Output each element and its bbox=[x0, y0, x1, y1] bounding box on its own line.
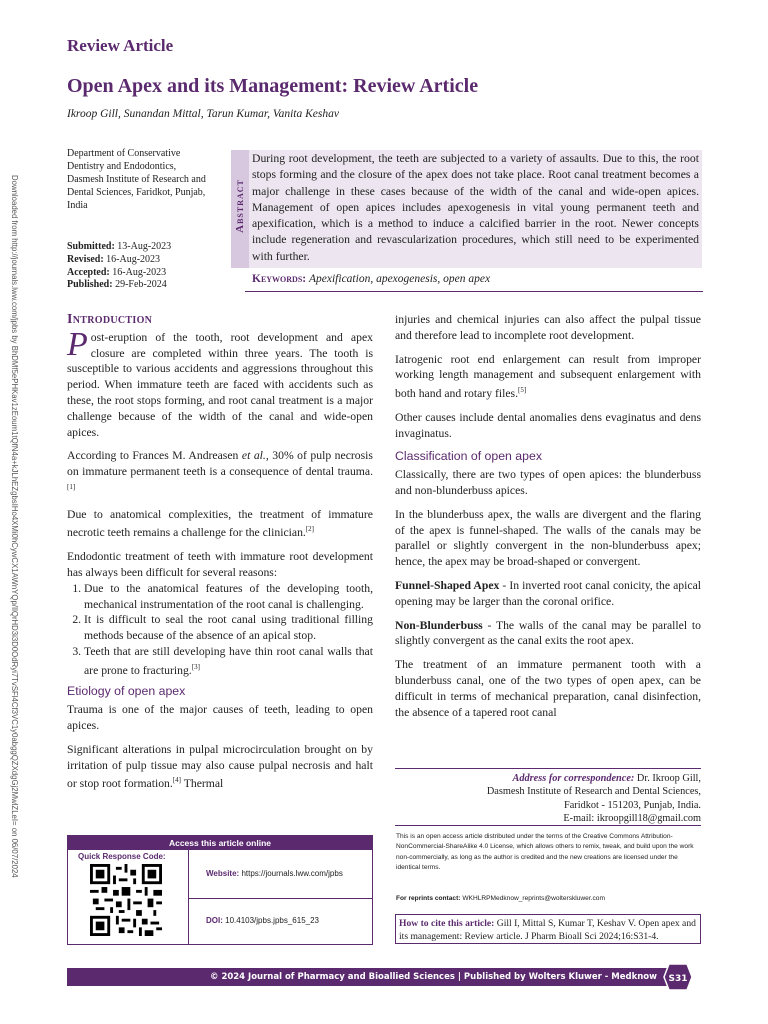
website-link[interactable]: https://journals.lww.com/jpbs bbox=[241, 869, 343, 878]
qr-label: Quick Response Code: bbox=[78, 852, 166, 861]
right-column bbox=[395, 312, 701, 728]
paragraph: The treatment of an immature permanent tooth with a blunderbuss canal, one of the two types of open apex, can be difficult in terms of mechanical preparation, canal disinfection, the absence of a tapered root canal bbox=[395, 658, 701, 719]
reasons-list bbox=[67, 581, 373, 679]
paragraph: Iatrogenic root end enlargement can result from improper working length management and subsequent enlargement with both hand and rotary files.[5] bbox=[395, 352, 701, 401]
section-label: Review Article bbox=[67, 36, 174, 55]
article-dates: Submitted: 13-Aug-2023 Revised: 16-Aug-2023 Accepted: 16-Aug-2023 Published: 29-Feb-2024 bbox=[67, 241, 172, 291]
left-column bbox=[67, 312, 373, 800]
classification-heading: Classification of open apex bbox=[395, 449, 542, 464]
correspondence-email[interactable]: E-mail: ikroopgill18@gmail.com bbox=[563, 813, 701, 825]
citation-ref[interactable]: [5] bbox=[518, 386, 527, 395]
reprints-email[interactable]: WKHLRPMedknow_reprints@wolterskluwer.com bbox=[462, 895, 605, 902]
reprints-contact: For reprints contact: WKHLRPMedknow_reprints@wolterskluwer.com bbox=[396, 895, 605, 902]
paragraph: Classically, there are two types of open apices: the blunderbuss and non-blunderbuss apices. bbox=[395, 468, 701, 498]
citation-ref[interactable]: [4] bbox=[172, 776, 181, 785]
correspondence: Address for correspondence: Dr. Ikroop Gill, Dasmesh Institute of Research and Dental Sciences, Faridkot - 151203, Punjab, India. E-mail: ikroopgill18@gmail.com bbox=[395, 772, 701, 826]
doi-link[interactable]: 10.4103/jpbs.jpbs_615_23 bbox=[225, 916, 319, 925]
intro-paragraph: Post-eruption of the tooth, root development and apex closure are completed within three years. The tooth is susceptible to various accidents and aggressions throughout this period. When immature teeth are faced with accidents such as these, the root stops forming, and root canal treatment is a major challenge because of the width of the canal and wide-open apices. bbox=[67, 325, 373, 439]
qr-code-icon[interactable] bbox=[90, 864, 162, 936]
paragraph: Endodontic treatment of teeth with immature root development has always been difficult for several reasons: bbox=[67, 550, 373, 579]
abstract-tab bbox=[231, 150, 249, 268]
list-item: 2. It is difficult to seal the root canal using traditional filling methods because of the absence of an apical stop. bbox=[84, 612, 373, 644]
page-number-badge bbox=[663, 963, 693, 991]
abstract-label: Abstract bbox=[234, 179, 246, 233]
paragraph: According to Frances M. Andreasen et al., 30% of pulp necrosis on immature permanent teeth is a consequence of dental trauma.[1] bbox=[67, 449, 373, 491]
list-item: 1. Due to the anatomical features of the developing tooth, mechanical instrumentation of the root canal is challenging. bbox=[84, 581, 373, 613]
author-list: Ikroop Gill, Sunandan Mittal, Tarun Kumar, Vanita Keshav bbox=[67, 108, 339, 120]
license-text: This is an open access article distributed under the terms of the Creative Commons Attribution-NonCommercial-ShareAlike 4.0 License, which allows others to remix, tweak, and build upon the work non-commercially, as long as the author is credited and the new creations are licensed under the identical terms. bbox=[396, 833, 694, 871]
website-row: Website: https://journals.lww.com/jpbs bbox=[206, 869, 343, 878]
correspondence-divider bbox=[395, 768, 701, 769]
introduction-heading: Introduction bbox=[67, 312, 153, 327]
abstract-text: During root development, the teeth are subjected to a variety of assaults. Due to this, the root stops forming and the closure of the apex does not take place. Root canal treatment becomes a major challenge in these cases because of the width of the canal and wide-open apices. Management of open apices includes apexogenesis in vital young permanent teeth and apexification, which is a method to induce a calcified barrier in the root. Newer concepts include regeneration and revascularization procedures, which still need to be experimented with further. bbox=[252, 152, 699, 263]
correspondence-divider-bottom bbox=[395, 825, 701, 826]
citation-ref[interactable]: [2] bbox=[305, 525, 315, 534]
page-number: S31 bbox=[668, 974, 688, 984]
access-online-box bbox=[67, 835, 373, 945]
keywords-divider bbox=[245, 291, 703, 292]
paragraph: Non-Blunderbuss - The walls of the canal may be parallel to slightly convergent as the canal exits the root apex. bbox=[395, 618, 701, 648]
paragraph: In the blunderbuss apex, the walls are divergent and the flaring of the apex is funnel-shaped. The walls of the canals may be parallel or slightly convergent in the non-blunderbuss apex; hence, the apex may be broad-shaped or convergent. bbox=[395, 507, 701, 569]
paragraph: Other causes include dental anomalies dens evaginatus and dens invaginatus. bbox=[395, 410, 701, 440]
download-watermark: Downloaded from http://journals.lww.com/jpbs by BhDMf5ePHKav1zEoum1tQfN4a+kJLhEZgbsIHo4XMi0hCywCX1AWnYQp/IlQrHD3i3D0OdRyi7TvSFl4Cf3VC1y0abggQZXdgGj2MwlZLeI= on 06/07/2024 bbox=[10, 175, 19, 878]
paragraph: Significant alterations in pulpal microcirculation brought on by irritation of pulp tissue may also cause pulpal necrosis and halt or stop root formation.[4] Thermal bbox=[67, 742, 373, 791]
affiliation: Department of Conservative Dentistry and Endodontics, Dasmesh Institute of Research and Dental Sciences, Faridkot, Punjab, India bbox=[67, 148, 206, 211]
paragraph: Funnel-Shaped Apex - In inverted root canal conicity, the apical opening may be larger than the coronal orifice. bbox=[395, 579, 701, 608]
paragraph: Due to anatomical complexities, the treatment of immature necrotic teeth remains a challenge for the clinician.[2] bbox=[67, 507, 373, 540]
etiology-heading: Etiology of open apex bbox=[67, 684, 186, 699]
article-title: Open Apex and its Management: Review Article bbox=[67, 75, 479, 97]
paragraph: injuries and chemical injuries can also affect the pulpal tissue and therefore lead to incomplete root development. bbox=[395, 313, 701, 342]
citation-ref[interactable]: [3] bbox=[191, 662, 200, 671]
keywords-value: Apexification, apexogenesis, open apex bbox=[309, 273, 491, 285]
correspondence-label: Address for correspondence: bbox=[512, 773, 635, 784]
cite-label: How to cite this article: bbox=[399, 918, 495, 929]
paragraph: Trauma is one of the major causes of teeth, leading to open apices. bbox=[67, 703, 373, 732]
footer-text: © 2024 Journal of Pharmacy and Bioallied Sciences | Published by Wolters Kluwer - Medknow bbox=[209, 972, 657, 982]
doi-row: DOI: 10.4103/jpbs.jpbs_615_23 bbox=[206, 916, 319, 925]
citation-box: How to cite this article: Gill I, Mittal S, Kumar T, Keshav V. Open apex and its management: Review article. J Pharm Bioall Sci 2024;16:S31-4. bbox=[395, 914, 701, 944]
keywords bbox=[252, 273, 699, 285]
keywords-label: Keywords: bbox=[252, 273, 307, 285]
list-item: 3. Teeth that are still developing have thin root canal walls that are prone to fracturing.[3] bbox=[84, 644, 373, 678]
access-heading: Access this article online bbox=[68, 836, 372, 850]
citation-ref[interactable]: [1] bbox=[67, 482, 76, 491]
drop-cap: P bbox=[67, 325, 88, 363]
